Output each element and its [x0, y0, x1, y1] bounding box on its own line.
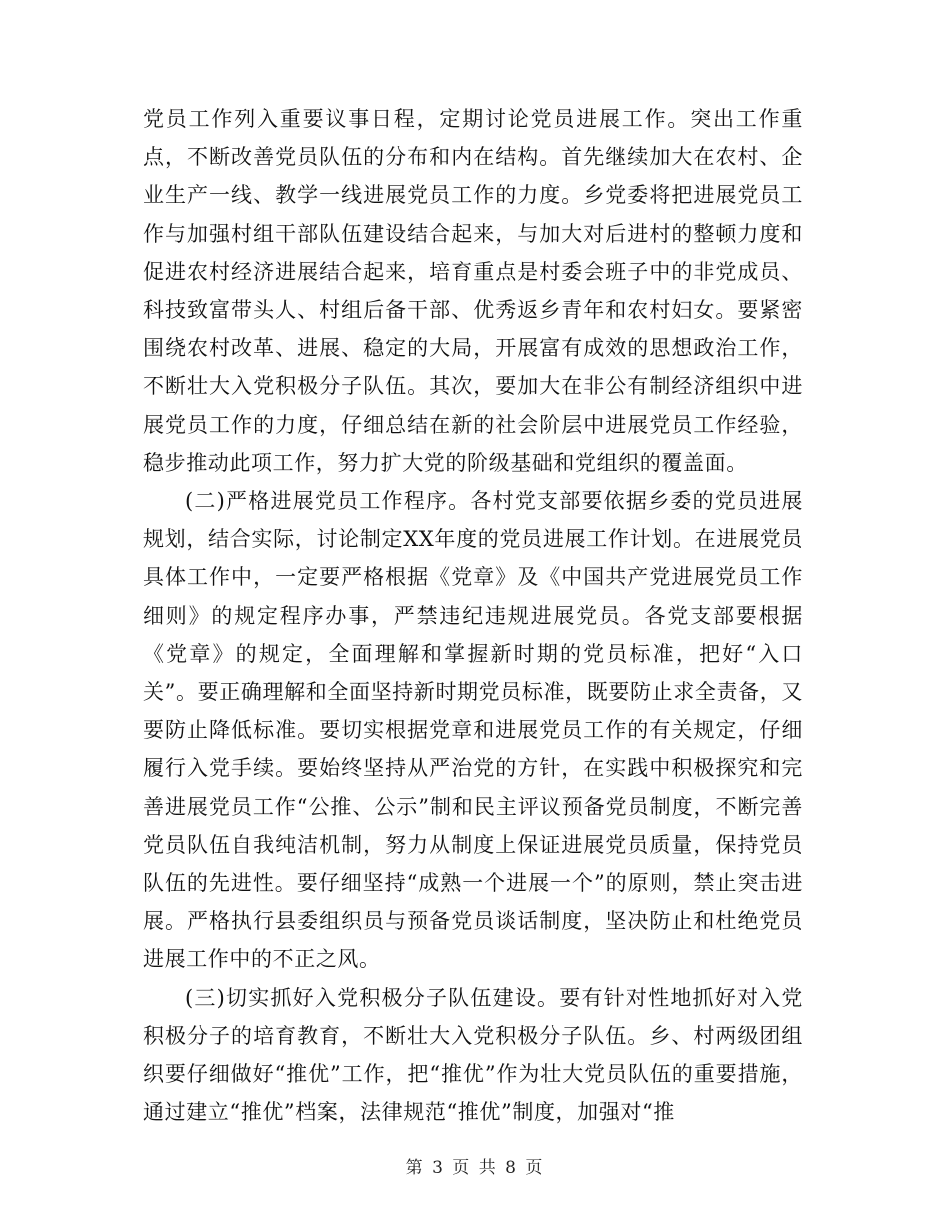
document-body [143, 100, 803, 1131]
paragraph-1: 党员工作列入重要议事日程，定期讨论党员进展工作。突出工作重点，不断改善党员队伍的分布和内在结构。首先继续加大在农村、企业生产一线、教学一线进展党员工作的力度。乡党委将把进展党员工作与加强村组干部队伍建设结合起来，与加大对后进村的整顿力度和促进农村经济进展结合起来，培育重点是村委会班子中的非党成员、科技致富带头人、村组后备干部、优秀返乡青年和农村妇女。要紧密围绕农村改革、进展、稳定的大局，开展富有成效的思想政治工作，不断壮大入党积极分子队伍。其次，要加大在非公有制经济组织中进展党员工作的力度，仔细总结在新的社会阶层中进展党员工作经验，稳步推动此项工作，努力扩大党的阶级基础和党组织的覆盖面。 [143, 107, 803, 475]
paragraph-2: (二)严格进展党员工作程序。各村党支部要依据乡委的党员进展规划，结合实际，讨论制定XX年度的党员进展工作计划。在进展党员具体工作中，一定要严格根据《党章》及《中国共产党进展党员工作细则》的规定程序办事，严禁违纪违规进展党员。各党支部要根据《党章》的规定，全面理解和掌握新时期的党员标准，把好“入口关”。要正确理解和全面坚持新时期党员标准，既要防止求全责备，又要防止降低标准。要切实根据党章和进展党员工作的有关规定，仔细履行入党手续。要始终坚持从严治党的方针，在实践中积极探究和完善进展党员工作“公推、公示”制和民主评议预备党员制度，不断完善党员队伍自我纯洁机制，努力从制度上保证进展党员质量，保持党员队伍的先进性。要仔细坚持“成熟一个进展一个”的原则，禁止突击进展。严格执行县委组织员与预备党员谈话制度，坚决防止和杜绝党员进展工作中的不正之风。 [143, 489, 803, 972]
paragraph-3: (三)切实抓好入党积极分子队伍建设。要有针对性地抓好对入党积极分子的培育教育，不断壮大入党积极分子队伍。乡、村两级团组织要仔细做好“推优”工作，把“推优”作为壮大党员队伍的重要措施，通过建立“推优”档案，法律规范“推优”制度，加强对“推 [143, 985, 803, 1125]
page-number-footer: 第 3 页 共 8 页 [405, 1158, 545, 1178]
